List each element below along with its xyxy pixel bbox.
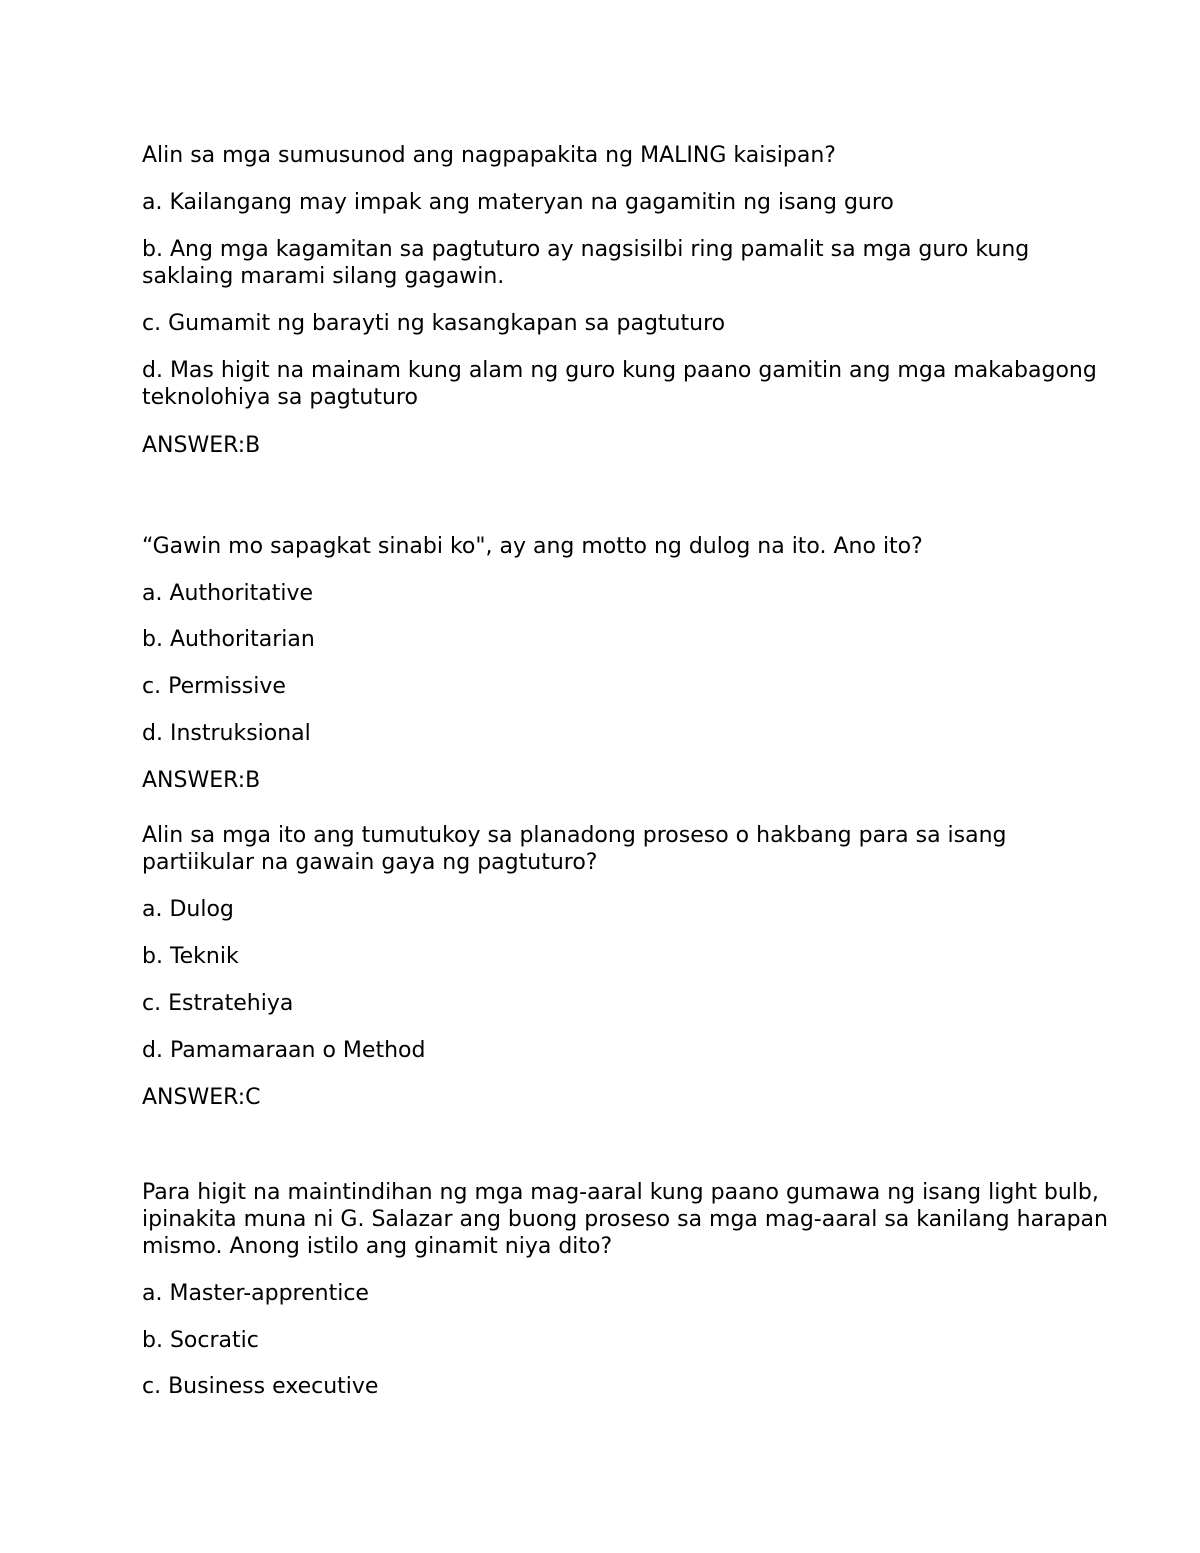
question-1-choice-b: b. Ang mga kagamitan sa pagtuturo ay nagsisilbi ring pamalit sa mga guro kung saklaing marami silang gagawin.: [142, 237, 1037, 289]
question-3-choice-a: a. Dulog: [142, 897, 234, 922]
question-1-choice-d: d. Mas higit na mainam kung alam ng guro kung paano gamitin ang mga makabagong teknolohiya sa pagtuturo: [142, 358, 1104, 410]
question-1-choice-a: a. Kailangang may impak ang materyan na gagamitin ng isang guro: [142, 190, 894, 215]
question-4-choice-c: c. Business executive: [142, 1374, 379, 1399]
question-2-choice-c: c. Permissive: [142, 674, 286, 699]
question-3-choice-c: c. Estratehiya: [142, 991, 294, 1016]
question-4-text: Para higit na maintindihan ng mga mag-aaral kung paano gumawa ng isang light bulb, ipinakita muna ni G. Salazar ang buong proseso sa mga mag-aaral sa kanilang harapan mismo. Anong istilo ang ginamit niya dito?: [142, 1180, 1115, 1259]
question-1-text: Alin sa mga sumusunod ang nagpapakita ng MALING kaisipan?: [142, 143, 836, 168]
question-2-choice-a: a. Authoritative: [142, 581, 314, 606]
question-4-choice-b: b. Socratic: [142, 1328, 259, 1353]
question-2-choice-b: b. Authoritarian: [142, 627, 315, 652]
question-3-answer: ANSWER:C: [142, 1085, 261, 1110]
question-1-choice-c: c. Gumamit ng barayti ng kasangkapan sa pagtuturo: [142, 311, 726, 336]
question-2-text: “Gawin mo sapagkat sinabi ko", ay ang motto ng dulog na ito. Ano ito?: [142, 534, 923, 559]
question-1-answer: ANSWER:B: [142, 433, 261, 458]
question-4-choice-a: a. Master-apprentice: [142, 1281, 369, 1306]
question-2-choice-d: d. Instruksional: [142, 721, 311, 746]
question-3-choice-b: b. Teknik: [142, 944, 239, 969]
question-2-answer: ANSWER:B: [142, 768, 261, 793]
question-3-choice-d: d. Pamamaraan o Method: [142, 1038, 426, 1063]
question-3-text: Alin sa mga ito ang tumutukoy sa planadong proseso o hakbang para sa isang partiikular na gawain gaya ng pagtuturo?: [142, 823, 1014, 875]
